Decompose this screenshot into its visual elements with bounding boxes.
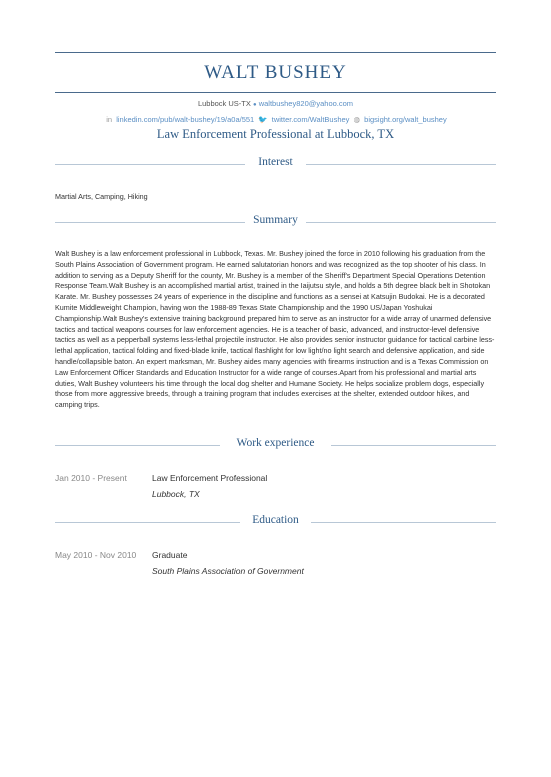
section-rule-right	[306, 222, 496, 223]
work-location: Lubbock, TX	[152, 489, 200, 499]
summary-heading: Summary	[253, 214, 298, 226]
linkedin-link[interactable]: linkedin.com/pub/walt-bushey/19/a0a/551	[116, 115, 255, 124]
professional-headline: Law Enforcement Professional at Lubbock, TX	[156, 127, 395, 141]
section-rule-right	[311, 522, 496, 523]
email-link[interactable]: waltbushey820@yahoo.com	[258, 99, 354, 108]
bigsight-link[interactable]: bigsight.org/walt_bushey	[364, 115, 447, 124]
interest-heading: Interest	[258, 156, 293, 168]
contact-line-social	[0, 115, 551, 124]
email-bullet-icon: ●	[252, 102, 257, 108]
contact-line-primary	[0, 99, 551, 108]
linkedin-icon: in	[106, 115, 113, 124]
work-date: Jan 2010 - Present	[55, 473, 127, 483]
work-position: Law Enforcement Professional	[152, 473, 268, 483]
education-heading: Education	[252, 514, 299, 526]
work-heading: Work experience	[236, 437, 315, 449]
twitter-icon: 🐦	[258, 115, 268, 124]
education-degree: Graduate	[152, 550, 188, 560]
interest-text: Martial Arts, Camping, Hiking	[55, 192, 148, 201]
candidate-name: WALT BUSHEY	[204, 62, 347, 83]
location-text: Lubbock US-TX	[197, 99, 251, 108]
name-divider	[55, 92, 496, 93]
twitter-link[interactable]: twitter.com/WaltBushey	[271, 115, 350, 124]
interest-section-header	[55, 156, 496, 172]
summary-text: Walt Bushey is a law enforcement professional in Lubbock, Texas. Mr. Bushey joined the force in 2010 following his graduation from the South Plains Association of Government program. He earned salutatorian honors and was recognized as the top shooter of his class. In addition to serving as a Deputy Sheriff for the county, Mr. Bushey is a member of the Sheriff's Department Special Operations Detention Response Team.Walt Bushey is an accomplished martial artist, trained in the Iaijutsu style, and holds a 5th degree black belt in Shotokan Karate. Mr. Bushey possesses 24 years of experience in the discipline and functions as a sensei at Katsujin Budokai. He is a decorated Kumite Middleweight Champion, having won the 1988-89 Texas State Championship and the 1990 US/Japan Yoshukai Championship.Walt Bushey's extensive training background prepared him to serve as an instructor for a wide array of unarmed defensive tactics and tactical weapons courses for law enforcement agencies. He is a teacher of basic, advanced, and instructor-level defensive tactics as well as a pepperball systems less-lethal projectile instructor. He also provides senior instructor guidance for tactical carbine less-lethal application, tactical folding and fixed-blade knife, tactical flashlight for low light/no light search and defensive application, and side handle/collapsible baton. An expert marksman, Mr. Bushey aides many agencies with firearms instruction and is a Texas Commission on Law Enforcement Officer Standards and Education Instructor for a wide range of courses.Apart from his professional and martial arts duties, Walt Bushey volunteers his time through the local dog shelter and Humane Society. He helps socialize problem dogs, especially those from more aggressive breeds, through a training program that includes exercises at the shelter, extended outdoor hikes, and camping trips.	[55, 249, 495, 410]
top-divider	[55, 52, 496, 53]
work-section-header	[55, 437, 496, 453]
education-date: May 2010 - Nov 2010	[55, 550, 137, 560]
section-rule-right	[331, 445, 496, 446]
section-rule-right	[306, 164, 496, 165]
web-icon: ◍	[353, 115, 361, 124]
education-section-header	[55, 514, 496, 530]
education-school: South Plains Association of Government	[152, 566, 304, 576]
summary-section-header	[55, 214, 496, 230]
